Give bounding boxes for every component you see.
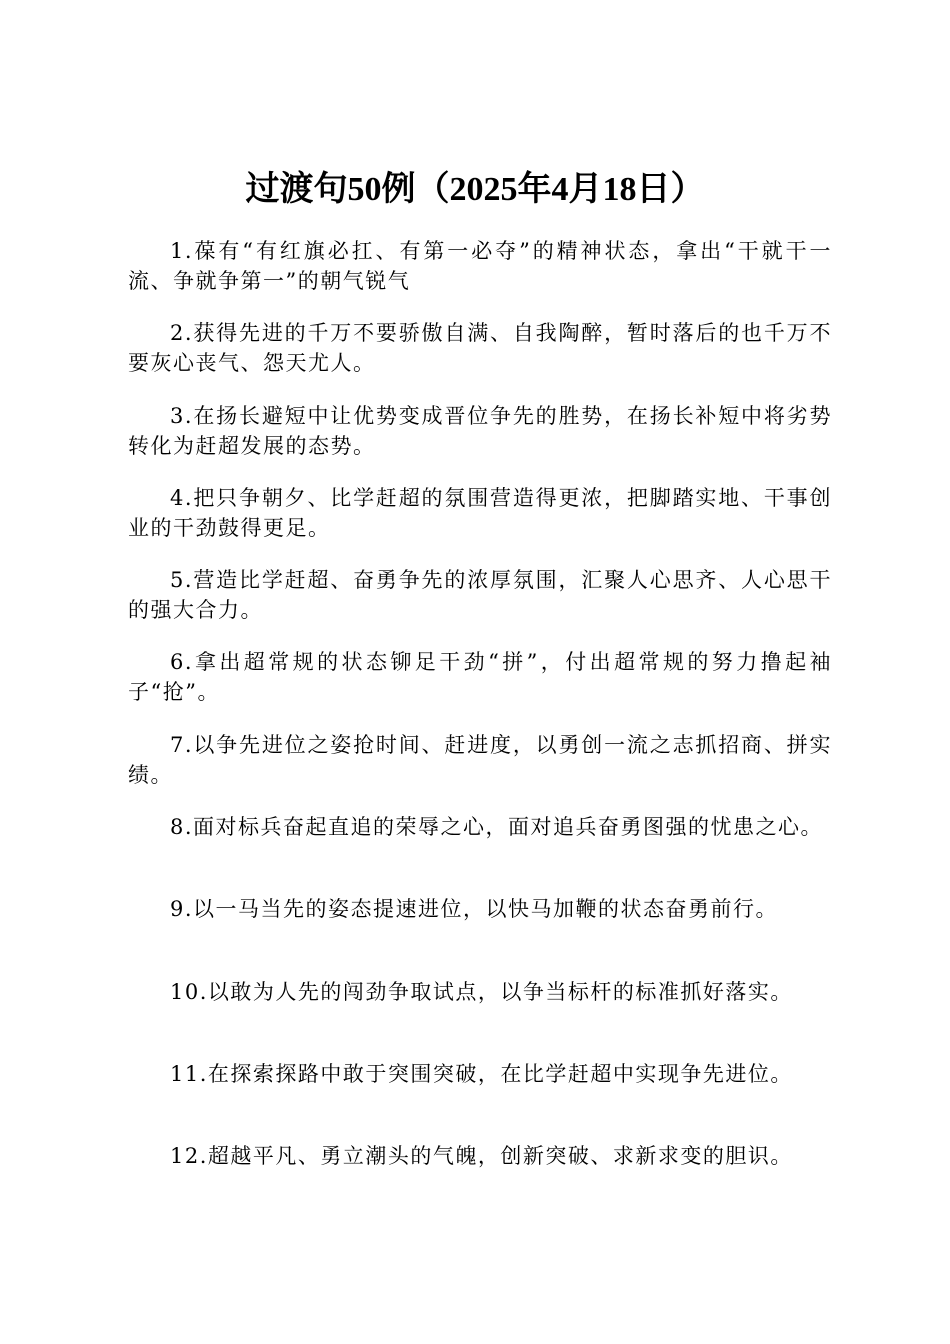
document-title: 过渡句50例（2025年4月18日）: [245, 171, 705, 208]
list-item: 2.获得先进的千万不要骄傲自满、自我陶醉，暂时落后的也千万不要灰心丧气、怨天尤人。: [128, 321, 832, 376]
list-item: 3.在扬长避短中让优势变成晋位争先的胜势，在扬长补短中将劣势转化为赶超发展的态势。: [128, 403, 832, 458]
item-list: [128, 236, 832, 1224]
list-item: 8.面对标兵奋起直追的荣辱之心，面对追兵奋勇图强的忧患之心。: [170, 815, 824, 840]
list-item: 7.以争先进位之姿抢时间、赶进度，以勇创一流之志抓招商、拼实绩。: [128, 732, 832, 787]
list-item: 11.在探索探路中敢于突围突破，在比学赶超中实现争先进位。: [170, 1061, 793, 1086]
list-item: 4.把只争朝夕、比学赶超的氛围营造得更浓，把脚踏实地、干事创业的干劲鼓得更足。: [128, 485, 832, 540]
list-item: 6.拿出超常规的状态铆足干劲“拼”，付出超常规的努力撸起袖子“抢”。: [128, 650, 832, 705]
list-item: 1.葆有“有红旗必扛、有第一必夺”的精神状态，拿出“干就干一流、争就争第一”的朝气锐气: [128, 239, 832, 293]
list-item: 12.超越平凡、勇立潮头的气魄，创新突破、求新求变的胆识。: [170, 1144, 793, 1169]
list-item: 9.以一马当先的姿态提速进位，以快马加鞭的状态奋勇前行。: [170, 897, 779, 922]
list-item: 5.营造比学赶超、奋勇争先的浓厚氛围，汇聚人心思齐、人心思干的强大合力。: [128, 568, 832, 623]
list-item: 10.以敢为人先的闯劲争取试点，以争当标杆的标准抓好落实。: [170, 979, 793, 1004]
